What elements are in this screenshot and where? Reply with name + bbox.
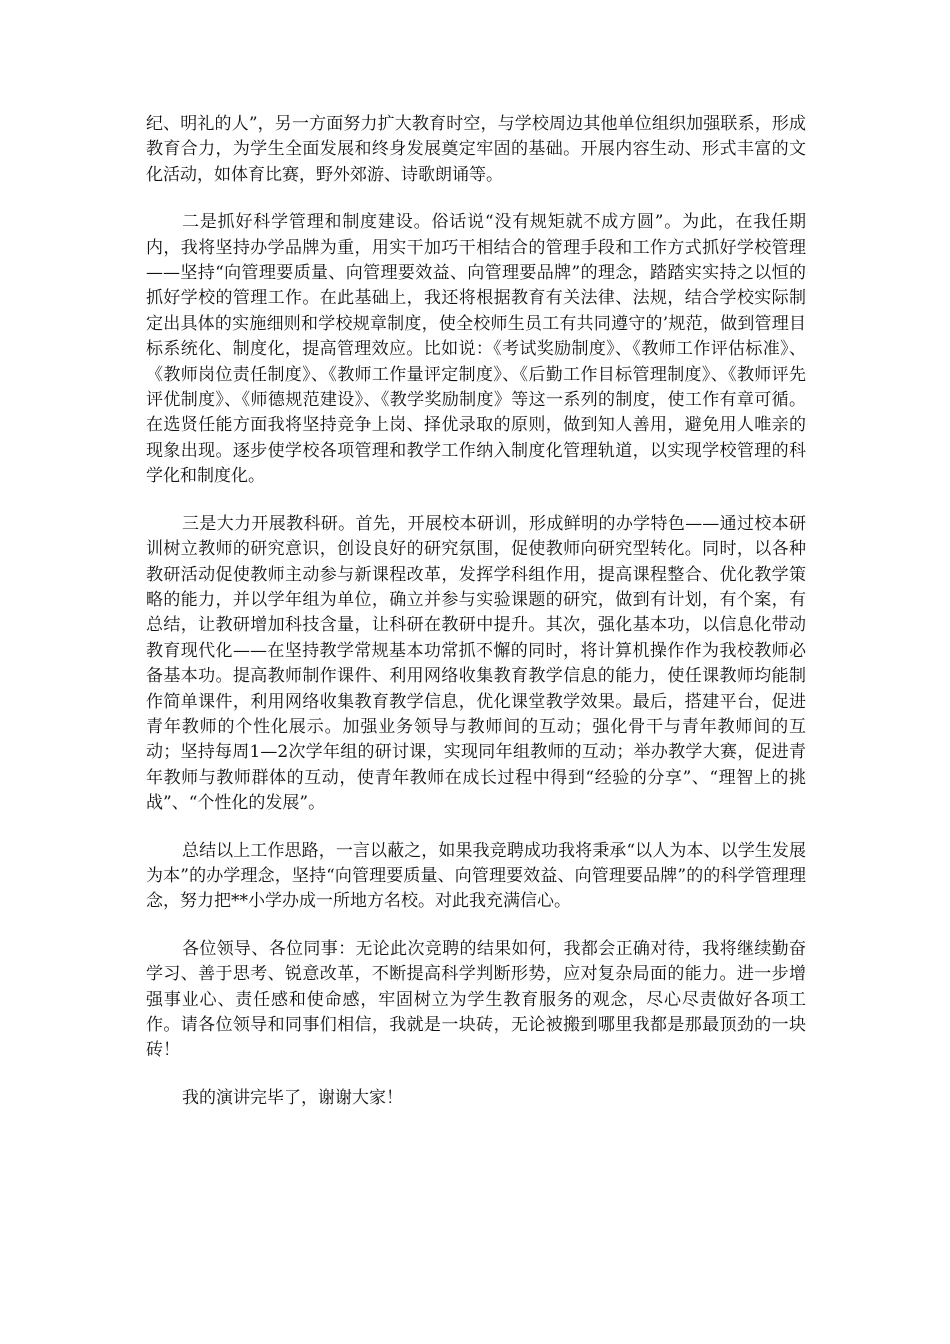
paragraph-3: 三是大力开展教科研。首先，开展校本研训，形成鲜明的办学特色——通过校本研训树立教师的研究意识，创设良好的研究氛围，促使教师向研究型转化。同时，以各种教研活动促使教师主动参与新课程改革，发挥学科组作用，提高课程整合、优化教学策略的能力，并以学年组为单位，确立并参与实验课题的研究，做到有计划，有个案，有总结，让教研增加科技含量，让科研在教研中提升。其次，强化基本功，以信息化带动教育现代化——在坚持教学常规基本功常抓不懈的同时，将计算机操作作为我校教师必备基本功。提高教师制作课件、利用网络收集教育教学信息的能力，使任课教师均能制作简单课件，利用网络收集教育教学信息，优化课堂教学效果。最后，搭建平台，促进青年教师的个性化展示。加强业务领导与教师间的互动；强化骨干与青年教师间的互动；坚持每周1—2次学年组的研讨课，实现同年组教师的互动；举办教学大赛，促进青年教师与教师群体的互动，使青年教师在成长过程中得到“经验的分享”、“理智上的挑战”、“个性化的发展”。	[146, 513, 806, 814]
paragraph-4: 总结以上工作思路，一言以蔽之，如果我竞聘成功我将秉承“以人为本、以学生发展为本”的办学理念，坚持“向管理要质量、向管理要效益、向管理要品牌”的的科学管理理念，努力把**小学办成一所地方名校。对此我充满信心。	[146, 840, 806, 912]
paragraph-5: 各位领导、各位同事：无论此次竞聘的结果如何，我都会正确对待，我将继续勤奋学习、善于思考、锐意改革，不断提高科学判断形势，应对复杂局面的能力。进一步增强事业心、责任感和使命感，牢固树立为学生教育服务的观念，尽心尽责做好各项工作。请各位领导和同事们相信，我就是一块砖，无论被搬到哪里我都是那最顶劲的一块砖！	[146, 938, 806, 1061]
paragraph-1: 纪、明礼的人”，另一方面努力扩大教育时空，与学校周边其他单位组织加强联系，形成教育合力，为学生全面发展和终身发展奠定牢固的基础。开展内容生动、形式丰富的文化活动，如体育比赛，野外郊游、诗歌朗诵等。	[146, 114, 806, 185]
paragraph-6: 我的演讲完毕了，谢谢大家！	[182, 1087, 403, 1108]
paragraph-2: 二是抓好科学管理和制度建设。俗话说“没有规矩就不成方圆”。为此，在我任期内，我将坚持办学品牌为重，用实干加巧干相结合的管理手段和工作方式抓好学校管理——坚持“向管理要质量、向管理要效益、向管理要品牌”的理念，踏踏实实持之以恒的抓好学校的管理工作。在此基础上，我还将根据教育有关法律、法规，结合学校实际制定出具体的实施细则和学校规章制度，使全校师生员工有共同遵守的’规范，做到管理目标系统化、制度化，提高管理效应。比如说：《考试奖励制度》、《教师工作评估标准》、《教师岗位责任制度》、《教师工作量评定制度》、《后勤工作目标管理制度》、《教师评先评优制度》、《师德规范建设》、《教学奖励制度》等这一系列的制度，使工作有章可循。在选贤任能方面我将坚持竞争上岗、择优录取的原则，做到知人善用，避免用人唯亲的现象出现。逐步使学校各项管理和教学工作纳入制度化管理轨道，以实现学校管理的科学化和制度化。	[146, 212, 806, 487]
document-body	[146, 112, 806, 1133]
